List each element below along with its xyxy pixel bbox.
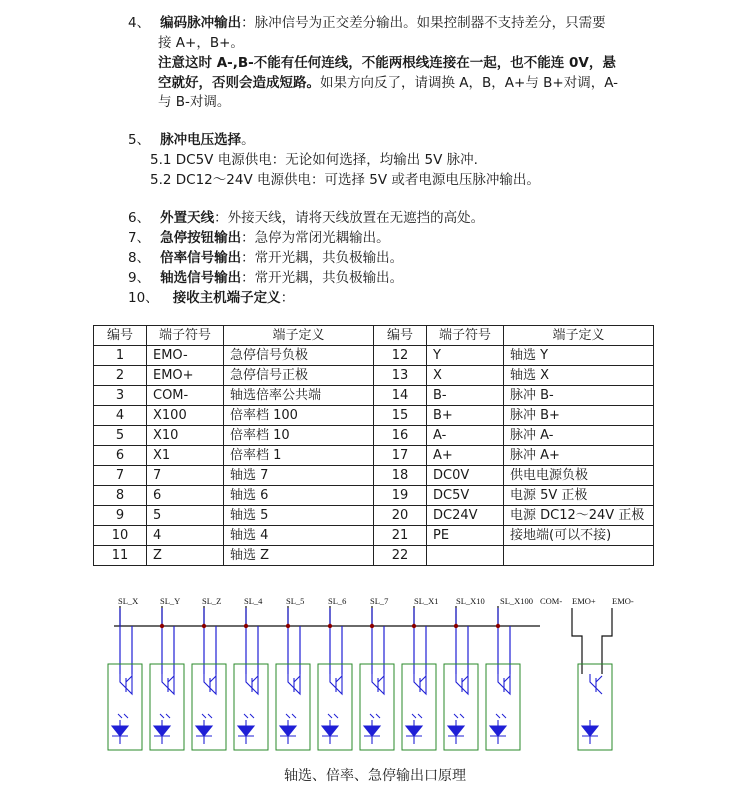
circuit-label: SL_4 <box>244 596 263 606</box>
table-header-cell: 编号 <box>94 326 147 346</box>
item5-heading <box>128 131 255 149</box>
table-cell: 3 <box>94 386 147 406</box>
terminal-table <box>93 325 654 566</box>
table-header-cell: 端子符号 <box>147 326 224 346</box>
item8-title: 倍率信号输出 <box>160 250 242 266</box>
item9 <box>128 269 403 287</box>
table-cell: EMO+ <box>147 366 224 386</box>
table-cell: 18 <box>374 466 427 486</box>
table-cell: 17 <box>374 446 427 466</box>
light-arrows-icon <box>454 714 464 718</box>
phototransistor-symbol <box>120 674 132 694</box>
optocoupler-box <box>234 664 268 750</box>
led-diode-icon <box>280 720 296 744</box>
optocoupler-box <box>150 664 184 750</box>
table-cell: 7 <box>147 466 224 486</box>
table-cell: B- <box>427 386 504 406</box>
table-cell: X <box>427 366 504 386</box>
table-header-cell: 端子定义 <box>504 326 654 346</box>
junction-dot <box>412 624 416 628</box>
circuit-label: SL_X <box>118 596 139 606</box>
item4-text2: 接 A+，B+。 <box>158 35 244 51</box>
phototransistor-symbol <box>288 674 300 694</box>
item10-text: ： <box>280 290 295 306</box>
table-cell: DC24V <box>427 506 504 526</box>
item9-title: 轴选信号输出 <box>160 270 242 286</box>
table-cell: 2 <box>94 366 147 386</box>
table-cell: 19 <box>374 486 427 506</box>
table-cell: 轴选倍率公共端 <box>224 386 374 406</box>
table-cell: 9 <box>94 506 147 526</box>
emo-led-diode-icon <box>582 720 598 744</box>
phototransistor-symbol <box>372 674 384 694</box>
led-diode-icon <box>238 720 254 744</box>
item5-sub2: 5.2 DC12～24V 电源供电：可选择 5V 或者电源电压脉冲输出。 <box>150 172 540 188</box>
table-cell: 15 <box>374 406 427 426</box>
table-header-cell: 编号 <box>374 326 427 346</box>
optocoupler-box <box>318 664 352 750</box>
item4-warn-line1: 注意这时 A-,B-不能有任何连线，不能两根线连接在一起，也不能连 0V，悬 <box>158 55 616 71</box>
table-cell: EMO- <box>147 346 224 366</box>
item5-sub1: 5.1 DC5V 电源供电：无论如何选择，均输出 5V 脉冲. <box>150 152 478 168</box>
table-cell: X10 <box>147 426 224 446</box>
phototransistor-symbol <box>246 674 258 694</box>
optocoupler-box <box>486 664 520 750</box>
table-header-row <box>94 326 654 346</box>
table-cell: 轴选 5 <box>224 506 374 526</box>
table-cell: 11 <box>94 546 147 566</box>
table-cell: 电源 5V 正极 <box>504 486 654 506</box>
item7-text: ：急停为常闭光耦输出。 <box>241 230 390 246</box>
item7-number: 7、 <box>128 230 151 246</box>
circuit-label: SL_7 <box>370 596 389 606</box>
table-header-cell: 端子定义 <box>224 326 374 346</box>
light-arrows-icon <box>496 714 506 718</box>
table-cell: A- <box>427 426 504 446</box>
table-cell: 16 <box>374 426 427 446</box>
table-row <box>94 426 654 446</box>
item4-warn-line2 <box>158 74 618 92</box>
table-cell: 倍率档 1 <box>224 446 374 466</box>
optocoupler-box <box>444 664 478 750</box>
table-row <box>94 506 654 526</box>
emo-phototransistor-symbol <box>590 674 602 694</box>
junction-dot <box>496 624 500 628</box>
circuit-label: SL_X1 <box>414 596 439 606</box>
table-cell: 电源 DC12～24V 正极 <box>504 506 654 526</box>
table-cell: 轴选 Z <box>224 546 374 566</box>
led-diode-icon <box>364 720 380 744</box>
item5-number: 5、 <box>128 132 151 148</box>
table-row <box>94 466 654 486</box>
optocoupler-box <box>108 664 142 750</box>
item6-text: ：外接天线，请将天线放置在无遮挡的高处。 <box>214 210 485 226</box>
table-cell: 倍率档 100 <box>224 406 374 426</box>
table-cell: PE <box>427 526 504 546</box>
light-arrows-icon <box>370 714 380 718</box>
item8-number: 8、 <box>128 250 151 266</box>
item7 <box>128 229 390 247</box>
circuit-label: COM- <box>540 596 563 606</box>
phototransistor-symbol <box>204 674 216 694</box>
table-cell: Z <box>147 546 224 566</box>
table-cell: 20 <box>374 506 427 526</box>
phototransistor-symbol <box>162 674 174 694</box>
table-cell: 轴选 7 <box>224 466 374 486</box>
item9-text: ：常开光耦，共负极输出。 <box>241 270 404 286</box>
light-arrows-icon <box>118 714 128 718</box>
table-cell: 6 <box>94 446 147 466</box>
table-row <box>94 446 654 466</box>
circuit-label: SL_X100 <box>500 596 534 606</box>
table-row <box>94 386 654 406</box>
junction-dot <box>328 624 332 628</box>
junction-dot <box>244 624 248 628</box>
table-cell: 7 <box>94 466 147 486</box>
item6 <box>128 209 484 227</box>
item4-line1 <box>128 14 606 32</box>
table-row <box>94 546 654 566</box>
item5-title: 脉冲电压选择 <box>160 132 242 148</box>
table-cell: 21 <box>374 526 427 546</box>
optocoupler-box <box>276 664 310 750</box>
circuit-caption: 轴选、倍率、急停输出口原理 <box>284 768 466 784</box>
table-cell: 14 <box>374 386 427 406</box>
item8 <box>128 249 403 267</box>
table-cell: Y <box>427 346 504 366</box>
table-cell: X100 <box>147 406 224 426</box>
item4-text1: ：脉冲信号为正交差分输出。如果控制器不支持差分，只需要 <box>241 15 606 31</box>
circuit-label: EMO+ <box>572 596 596 606</box>
optocoupler-box <box>192 664 226 750</box>
phototransistor-symbol <box>330 674 342 694</box>
terminal-table-body <box>94 326 654 566</box>
table-cell: X1 <box>147 446 224 466</box>
item6-title: 外置天线 <box>160 210 215 226</box>
circuit-label: SL_X10 <box>456 596 485 606</box>
light-arrows-icon <box>412 714 422 718</box>
circuit-label: SL_5 <box>286 596 305 606</box>
led-diode-icon <box>196 720 212 744</box>
junction-dot <box>370 624 374 628</box>
table-cell: 8 <box>94 486 147 506</box>
phototransistor-symbol <box>456 674 468 694</box>
light-arrows-icon <box>286 714 296 718</box>
led-diode-icon <box>406 720 422 744</box>
table-cell: 轴选 6 <box>224 486 374 506</box>
junction-dot <box>454 624 458 628</box>
item5-suffix: 。 <box>241 132 255 148</box>
table-cell: DC5V <box>427 486 504 506</box>
table-cell: 接地端(可以不接) <box>504 526 654 546</box>
table-cell: 5 <box>147 506 224 526</box>
table-cell: 脉冲 A+ <box>504 446 654 466</box>
led-diode-icon <box>112 720 128 744</box>
table-row <box>94 526 654 546</box>
item4-number: 4、 <box>128 15 151 31</box>
table-cell: 22 <box>374 546 427 566</box>
junction-dot <box>202 624 206 628</box>
phototransistor-symbol <box>414 674 426 694</box>
table-cell: 急停信号正极 <box>224 366 374 386</box>
led-diode-icon <box>448 720 464 744</box>
item4-warn-normal2: 如果方向反了，请调换 A，B，A+与 B+对调，A- <box>320 75 619 91</box>
circuit-label: EMO- <box>612 596 634 606</box>
table-cell <box>504 546 654 566</box>
item10-title: 接收主机端子定义 <box>172 290 281 306</box>
led-diode-icon <box>322 720 338 744</box>
item4-warn-bold2: 空就好，否则会造成短路。 <box>158 75 320 91</box>
table-row <box>94 346 654 366</box>
item9-number: 9、 <box>128 270 151 286</box>
table-cell: 急停信号负极 <box>224 346 374 366</box>
table-cell: 4 <box>147 526 224 546</box>
table-cell: 轴选 X <box>504 366 654 386</box>
table-cell: 5 <box>94 426 147 446</box>
item7-title: 急停按钮输出 <box>160 230 242 246</box>
table-cell: A+ <box>427 446 504 466</box>
table-cell: 脉冲 B- <box>504 386 654 406</box>
table-cell: 倍率档 10 <box>224 426 374 446</box>
junction-dot <box>160 624 164 628</box>
table-header-cell: 端子符号 <box>427 326 504 346</box>
table-cell <box>427 546 504 566</box>
light-arrows-icon <box>244 714 254 718</box>
table-cell: 轴选 4 <box>224 526 374 546</box>
table-cell: B+ <box>427 406 504 426</box>
item4-title: 编码脉冲输出 <box>160 15 242 31</box>
table-cell: 10 <box>94 526 147 546</box>
table-cell: COM- <box>147 386 224 406</box>
led-diode-icon <box>490 720 506 744</box>
circuit-label: SL_Y <box>160 596 181 606</box>
table-cell: 1 <box>94 346 147 366</box>
item4-warn-line3: 与 B-对调。 <box>158 94 231 110</box>
optocoupler-box <box>360 664 394 750</box>
table-cell: 4 <box>94 406 147 426</box>
table-cell: 脉冲 A- <box>504 426 654 446</box>
table-cell: 脉冲 B+ <box>504 406 654 426</box>
table-cell: 6 <box>147 486 224 506</box>
table-cell: 13 <box>374 366 427 386</box>
optocoupler-box <box>402 664 436 750</box>
circuit-diagram <box>0 592 750 762</box>
table-cell: 轴选 Y <box>504 346 654 366</box>
table-row <box>94 366 654 386</box>
item10 <box>128 289 294 307</box>
circuit-label: SL_Z <box>202 596 222 606</box>
circuit-label: SL_6 <box>328 596 347 606</box>
light-arrows-icon <box>202 714 212 718</box>
light-arrows-icon <box>160 714 170 718</box>
light-arrows-icon <box>328 714 338 718</box>
table-row <box>94 486 654 506</box>
table-cell: DC0V <box>427 466 504 486</box>
junction-dot <box>286 624 290 628</box>
table-row <box>94 406 654 426</box>
item6-number: 6、 <box>128 210 151 226</box>
led-diode-icon <box>154 720 170 744</box>
table-cell: 供电电源负极 <box>504 466 654 486</box>
emo-optocoupler-box <box>578 664 612 750</box>
phototransistor-symbol <box>498 674 510 694</box>
item10-number: 10、 <box>128 290 159 306</box>
table-cell: 12 <box>374 346 427 366</box>
item8-text: ：常开光耦，共负极输出。 <box>241 250 404 266</box>
